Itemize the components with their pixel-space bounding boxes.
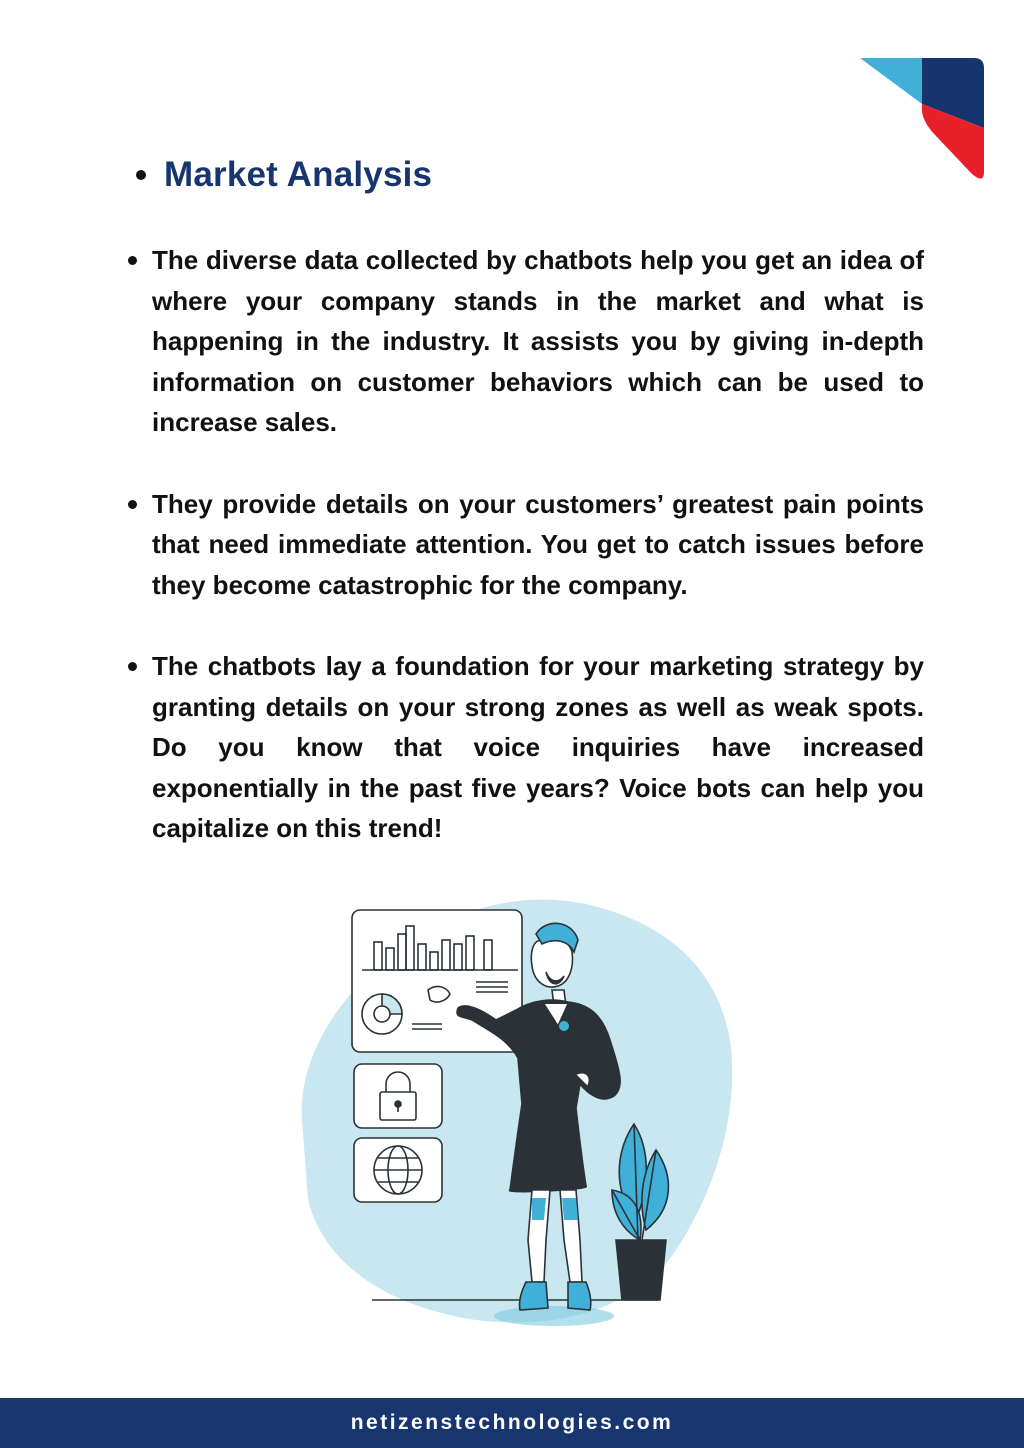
robot-presentation-illustration [296, 890, 736, 1330]
section-heading [136, 150, 432, 200]
bullet-dot [128, 662, 137, 671]
bullet-dot [128, 500, 137, 509]
list-item-text: They provide details on your customers’ greatest pain points that need immediate attention. You get to catch issues before they become catastrophic for the company. [152, 488, 924, 600]
list-item-text: The diverse data collected by chatbots help you get an idea of where your company stands in the market and what is happening in the industry. It assists you by giving in-depth information on customer behaviors which can be used to increase sales. [152, 245, 924, 437]
floor-shadow [494, 1306, 614, 1326]
globe-icon [374, 1146, 422, 1194]
website-link[interactable]: netizenstechnologies.com [350, 1411, 674, 1434]
heading-bullet [136, 170, 146, 180]
list-item [128, 240, 924, 443]
company-logo [856, 54, 986, 184]
list-item [128, 484, 924, 606]
page-title: Market Analysis [164, 155, 433, 194]
list-item [128, 646, 924, 849]
donut-chart-icon [362, 994, 402, 1034]
bullet-dot [128, 256, 137, 265]
footer-bar [0, 1398, 1024, 1448]
list-item-text: The chatbots lay a foundation for your marketing strategy by granting details on your strong zones as well as weak spots. Do you know that voice inquiries have increased exponentially in the past five years? Voice bots can help you capitalize on this trend! [152, 651, 924, 843]
bullet-list [128, 240, 924, 890]
